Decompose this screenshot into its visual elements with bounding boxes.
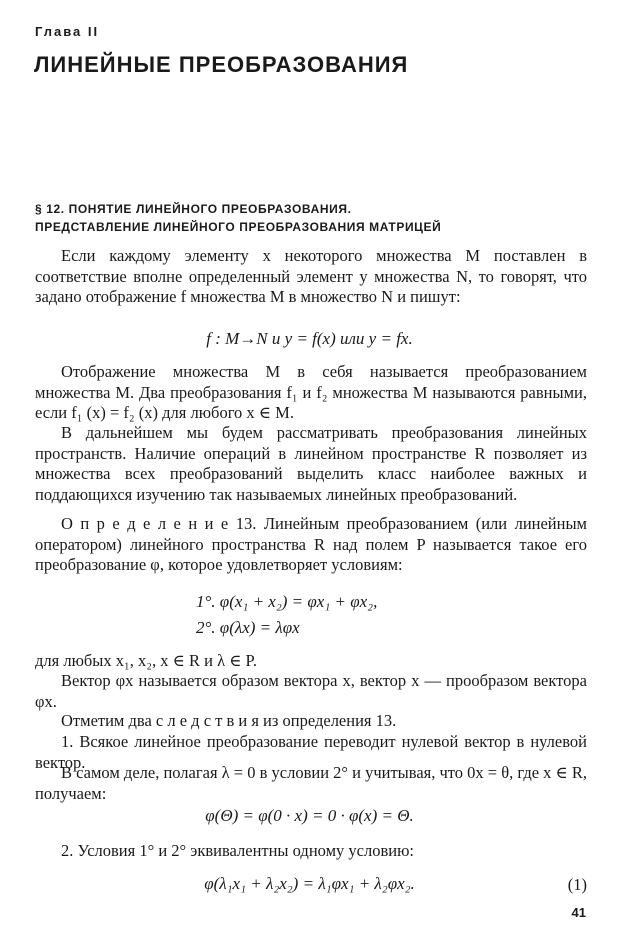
chapter-label: Глава II (35, 24, 100, 39)
paragraph-linear-spaces: В дальнейшем мы будем рассматривать преобразования линейных пространств. Наличие операций в линейном пространстве R позволяет из множества всех преобразований выделить класс наиболее важных и поддающихся изучению так называемых линейных преобразований. (35, 423, 587, 504)
equation-number: (1) (567, 875, 587, 894)
section-heading (35, 200, 595, 236)
section-heading-line2: ПРЕДСТАВЛЕНИЕ ЛИНЕЙНОГО ПРЕОБРАЗОВАНИЯ МАТРИЦЕЙ (35, 220, 442, 234)
formula-zero-vector: φ(Θ) = φ(0 · x) = 0 · φ(x) = Θ. (205, 806, 414, 825)
page-number: 41 (571, 905, 586, 920)
paragraph-corollary-1: 1. Всякое линейное преобразование переводит нулевой вектор в нулевой вектор. (35, 732, 587, 772)
paragraph-corollary-2: 2. Условия 1° и 2° эквивалентны одному условию: (61, 841, 414, 860)
formula-linearity: φ(λ₁x₁ + λ₂x₂) = λ₁φx₁ + λ₂φx₂. (204, 874, 415, 893)
paragraph-for-any: для любых x₁, x₂, x ∈ R и λ ∈ P. (35, 651, 258, 670)
paragraph-image-preimage: Вектор φx называется образом вектора x, вектор x — прообразом вектора φx. (35, 671, 587, 711)
paragraph-transformation-definition: Отображение множества M в себя называется преобразованием множества M. Два преобразования f₁ и f₂ множества M называются равными, если f₁ (x) = f₂ (x) для любого x ∈ M. (35, 362, 587, 422)
formula-mapping: f : M→N и y = f(x) или y = fx. (206, 329, 413, 348)
chapter-title: ЛИНЕЙНЫЕ ПРЕОБРАЗОВАНИЯ (34, 52, 409, 77)
formula-condition-1: 1°. φ(x₁ + x₂) = φx₁ + φx₂, (196, 592, 378, 611)
formula-condition-2: 2°. φ(λx) = λφx (196, 618, 300, 637)
paragraph-proof: В самом деле, полагая λ = 0 в условии 2° и учитывая, что 0x = θ, где x ∈ R, получаем: (35, 763, 588, 803)
paragraph-mapping-definition: Если каждому элементу x некоторого множества M поставлен в соответствие вполне определенный элемент y множества N, то говорят, что задано отображение f множества M в множество N и пишут: (35, 246, 587, 306)
section-heading-line1: § 12. ПОНЯТИЕ ЛИНЕЙНОГО ПРЕОБРАЗОВАНИЯ. (35, 202, 352, 216)
paragraph-definition-13: О п р е д е л е н и е 13. Линейным преобразованием (или линейным оператором) линейного пространства R над полем P называется такое его преобразование φ, которое удовлетворяет условиям: (35, 514, 587, 574)
paragraph-corollaries: Отметим два с л е д с т в и я из определения 13. (61, 711, 397, 730)
